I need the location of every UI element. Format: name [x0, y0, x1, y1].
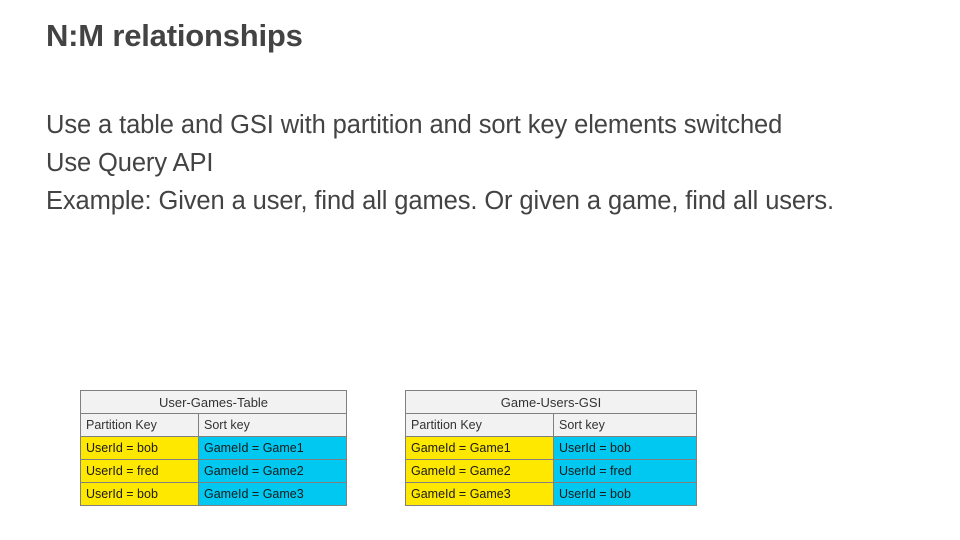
column-header-sort-key: Sort key	[199, 414, 347, 437]
page-title: N:M relationships	[46, 18, 303, 53]
cell-sort-key: UserId = bob	[554, 483, 697, 506]
game-users-gsi-table	[405, 390, 697, 506]
cell-partition-key: UserId = fred	[81, 460, 199, 483]
diagram-tables	[0, 390, 960, 520]
table-caption: User-Games-Table	[81, 391, 347, 414]
cell-sort-key: UserId = fred	[554, 460, 697, 483]
table-caption-row	[406, 391, 697, 414]
table-row	[406, 483, 697, 506]
cell-sort-key: UserId = bob	[554, 437, 697, 460]
cell-sort-key: GameId = Game3	[199, 483, 347, 506]
cell-partition-key: UserId = bob	[81, 483, 199, 506]
cell-sort-key: GameId = Game1	[199, 437, 347, 460]
table-row	[406, 437, 697, 460]
cell-partition-key: GameId = Game3	[406, 483, 554, 506]
table-header-row	[81, 414, 347, 437]
cell-sort-key: GameId = Game2	[199, 460, 347, 483]
bullet-item-1: Use a table and GSI with partition and sort key elements switched	[46, 111, 783, 139]
bullet-list	[46, 110, 876, 224]
table-caption-row	[81, 391, 347, 414]
table-caption: Game-Users-GSI	[406, 391, 697, 414]
cell-partition-key: GameId = Game1	[406, 437, 554, 460]
table-header-row	[406, 414, 697, 437]
bullet-item-2: Use Query API	[46, 148, 214, 177]
column-header-sort-key: Sort key	[554, 414, 697, 437]
column-header-partition-key: Partition Key	[406, 414, 554, 437]
table-row	[81, 460, 347, 483]
column-header-partition-key: Partition Key	[81, 414, 199, 437]
table-row	[406, 460, 697, 483]
table-row	[81, 483, 347, 506]
bullet-item-3: Example: Given a user, find all games. Or given a game, find all users.	[46, 186, 835, 215]
cell-partition-key: GameId = Game2	[406, 460, 554, 483]
cell-partition-key: UserId = bob	[81, 437, 199, 460]
table-row	[81, 437, 347, 460]
user-games-table	[80, 390, 347, 506]
